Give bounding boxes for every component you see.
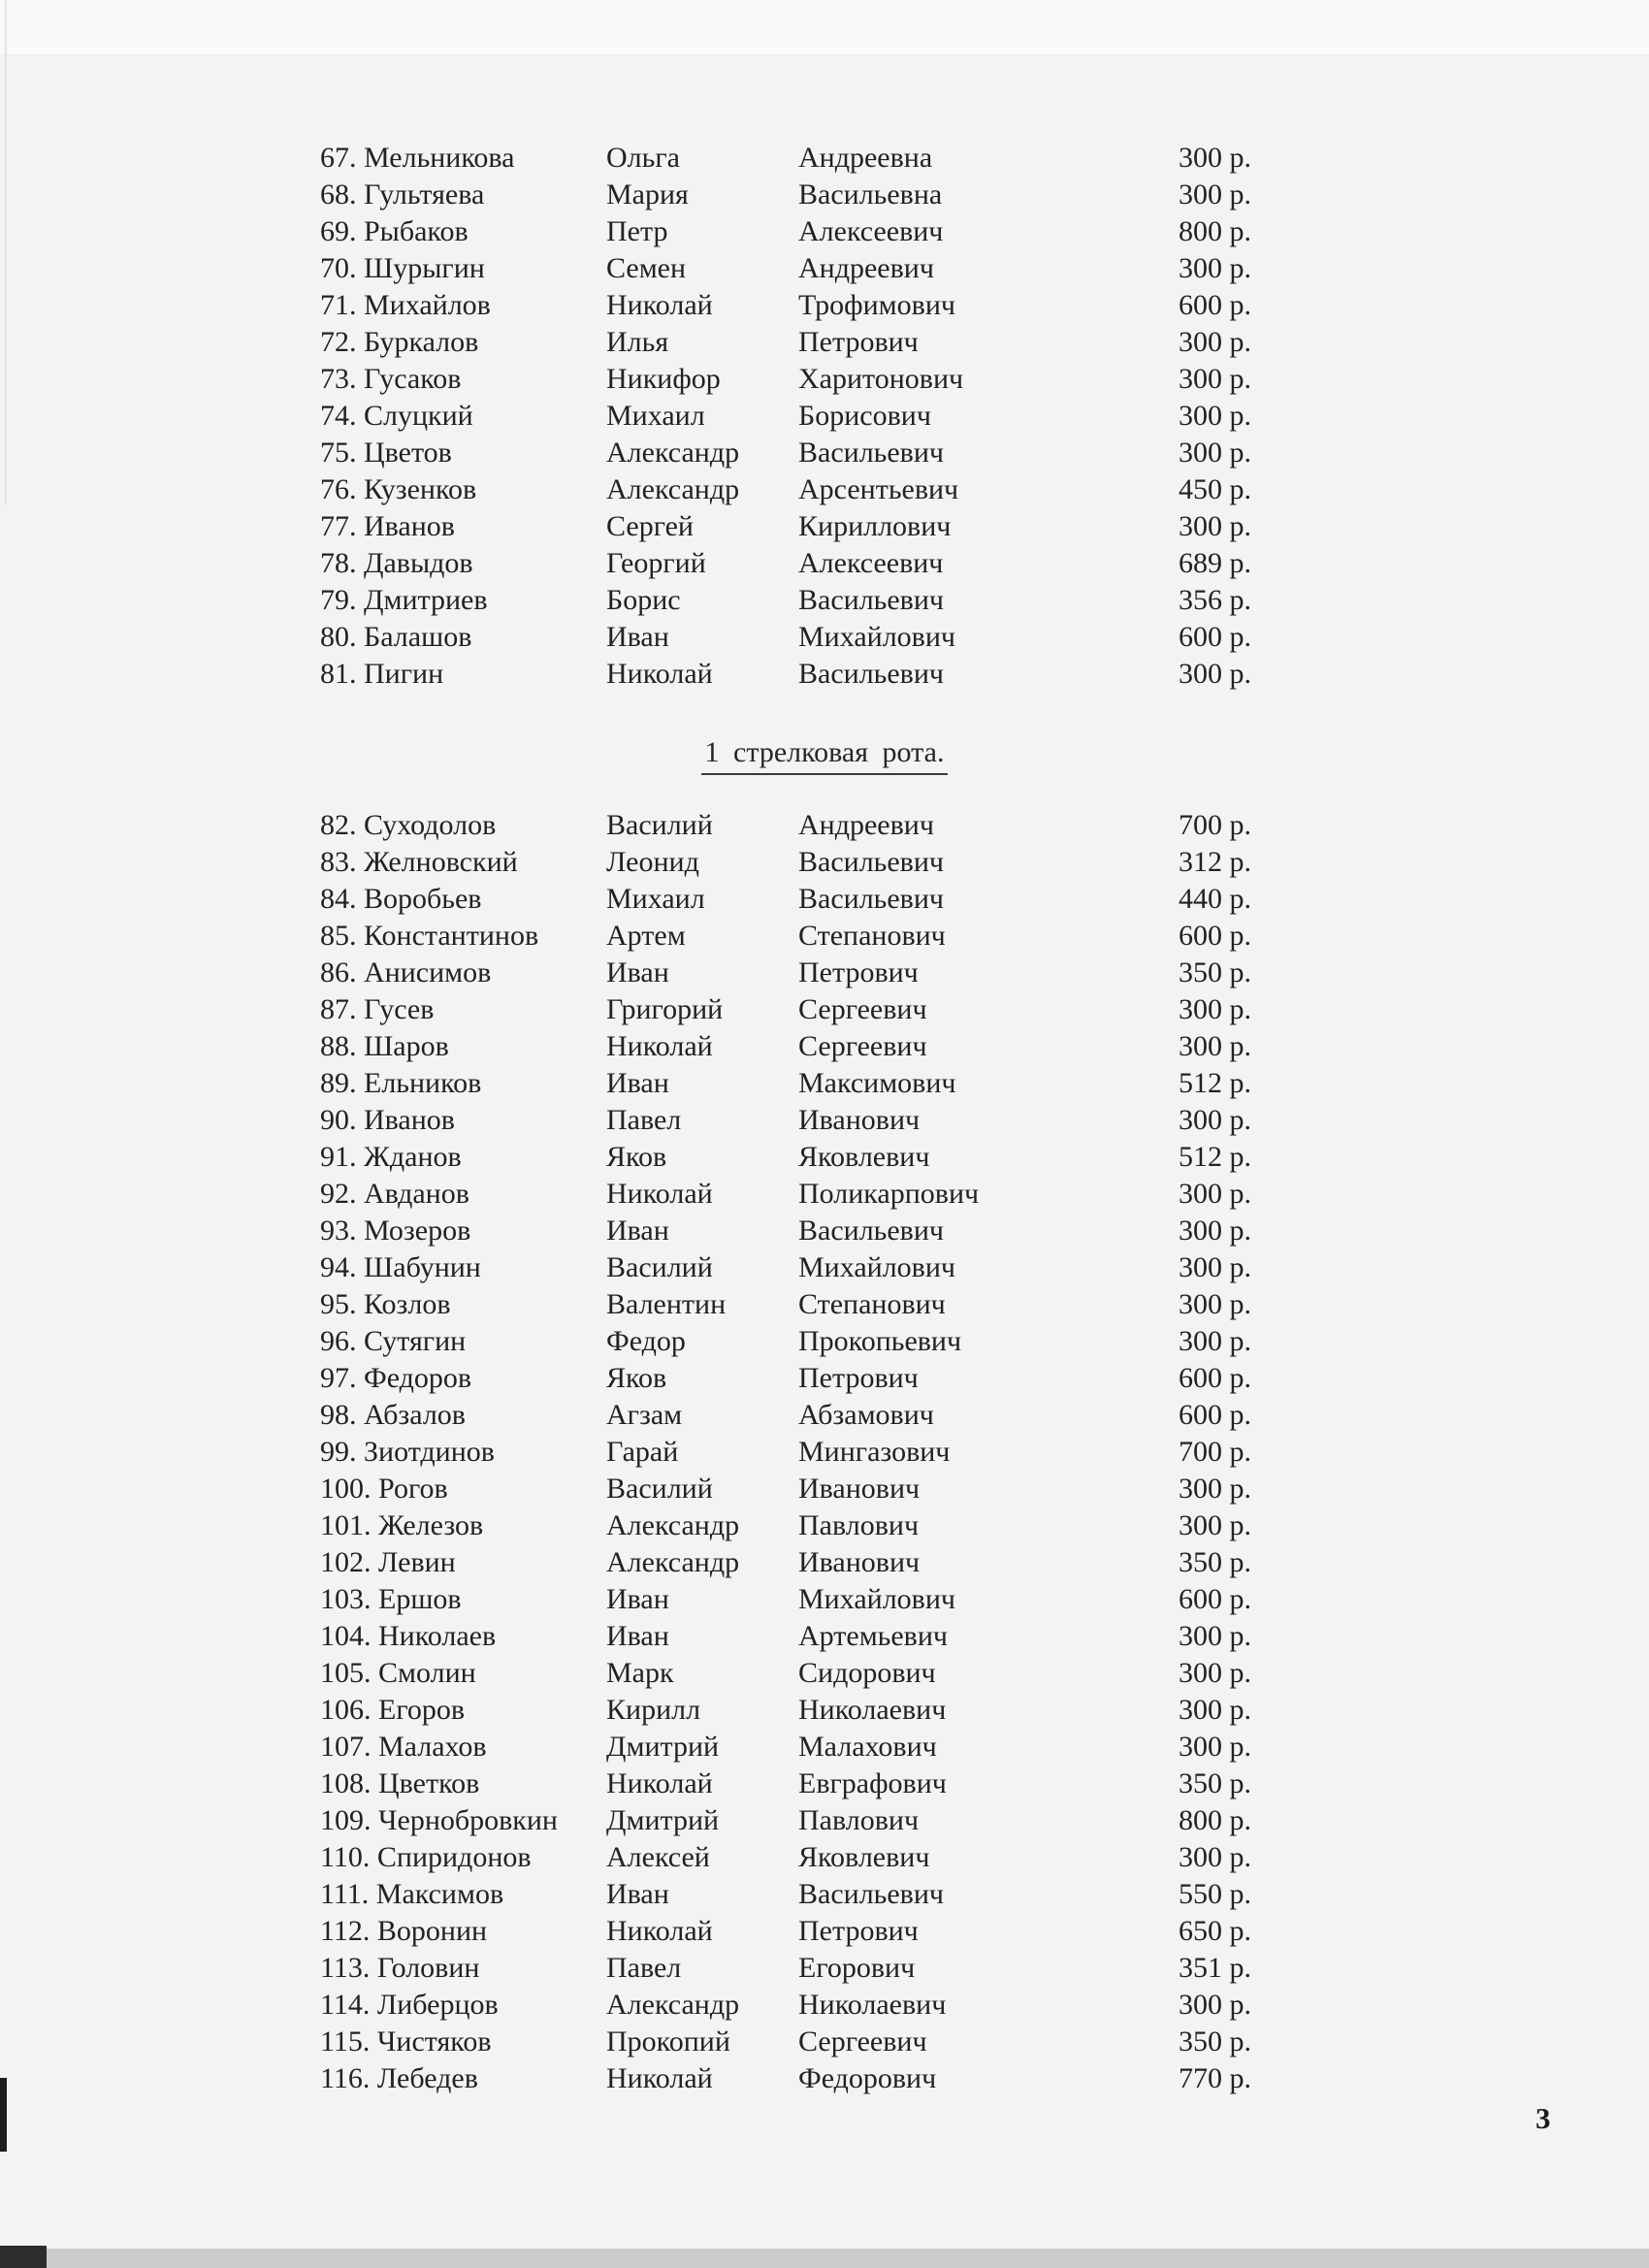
row-amount: 300 р. <box>1179 1694 1251 1726</box>
row-number-surname: 90. Иванов <box>320 1104 455 1136</box>
row-number-surname: 97. Федоров <box>320 1362 472 1394</box>
row-patronymic: Петрович <box>798 1362 919 1394</box>
row-patronymic: Андреевич <box>798 809 934 841</box>
section-heading: 1 стрелковая рота. <box>701 735 949 775</box>
row-patronymic: Васильевич <box>798 658 944 690</box>
row-patronymic: Харитонович <box>798 363 964 395</box>
table-row <box>320 807 1436 844</box>
row-amount: 300 р. <box>1179 1104 1251 1136</box>
row-amount: 300 р. <box>1179 363 1251 395</box>
table-row <box>320 1065 1436 1102</box>
row-amount: 300 р. <box>1179 178 1251 211</box>
row-first-name: Петр <box>606 215 668 247</box>
row-amount: 770 р. <box>1179 2062 1251 2094</box>
row-amount: 450 р. <box>1179 473 1251 505</box>
row-number-surname: 114. Либерцов <box>320 1989 499 2021</box>
row-patronymic: Максимович <box>798 1067 956 1099</box>
section-heading-wrap <box>0 735 1649 775</box>
row-patronymic: Васильевич <box>798 584 944 616</box>
row-number-surname: 85. Константинов <box>320 920 539 952</box>
row-number-surname: 79. Дмитриев <box>320 584 488 616</box>
row-patronymic: Степанович <box>798 920 946 952</box>
table-row <box>320 1729 1436 1766</box>
table-row <box>320 435 1436 471</box>
row-patronymic: Федорович <box>798 2062 937 2094</box>
row-first-name: Иван <box>606 1620 669 1652</box>
row-patronymic: Андреевна <box>798 142 933 174</box>
row-patronymic: Борисович <box>798 400 931 432</box>
row-amount: 650 р. <box>1179 1915 1251 1947</box>
table-row <box>320 1471 1436 1507</box>
row-first-name: Иван <box>606 956 669 988</box>
row-number-surname: 72. Буркалов <box>320 326 479 358</box>
row-number-surname: 106. Егоров <box>320 1694 466 1726</box>
row-number-surname: 110. Спиридонов <box>320 1841 532 1873</box>
row-patronymic: Петрович <box>798 1915 919 1947</box>
row-patronymic: Сергеевич <box>798 1030 927 1062</box>
table-row <box>320 398 1436 435</box>
row-amount: 351 р. <box>1179 1952 1251 1984</box>
row-number-surname: 107. Малахов <box>320 1731 487 1763</box>
row-amount: 300 р. <box>1179 1251 1251 1283</box>
row-first-name: Марк <box>606 1657 674 1689</box>
row-amount: 600 р. <box>1179 1583 1251 1615</box>
row-patronymic: Сергеевич <box>798 993 927 1025</box>
row-number-surname: 87. Гусев <box>320 993 435 1025</box>
table-row <box>320 1028 1436 1065</box>
row-number-surname: 95. Козлов <box>320 1288 451 1320</box>
row-number-surname: 93. Мозеров <box>320 1215 471 1247</box>
row-number-surname: 70. Шурыгин <box>320 252 485 284</box>
row-patronymic: Поликарпович <box>798 1178 980 1210</box>
row-first-name: Иван <box>606 621 669 653</box>
table-row <box>320 881 1436 918</box>
row-number-surname: 105. Смолин <box>320 1657 476 1689</box>
table-row <box>320 656 1436 693</box>
row-patronymic: Сидорович <box>798 1657 936 1689</box>
row-amount: 600 р. <box>1179 621 1251 653</box>
table-row <box>320 140 1436 177</box>
row-number-surname: 91. Жданов <box>320 1141 462 1173</box>
row-patronymic: Кириллович <box>798 510 952 542</box>
table-row <box>320 991 1436 1028</box>
row-amount: 800 р. <box>1179 1804 1251 1836</box>
row-first-name: Борис <box>606 584 681 616</box>
row-first-name: Василий <box>606 1473 713 1505</box>
row-patronymic: Яковлевич <box>798 1841 930 1873</box>
row-first-name: Мария <box>606 178 689 211</box>
row-number-surname: 101. Железов <box>320 1509 484 1541</box>
table-row <box>320 955 1436 991</box>
row-patronymic: Васильевич <box>798 883 944 915</box>
scan-artifact-top-band <box>0 0 1649 55</box>
row-patronymic: Мингазович <box>798 1436 951 1468</box>
row-number-surname: 94. Шабунин <box>320 1251 481 1283</box>
row-patronymic: Яковлевич <box>798 1141 930 1173</box>
row-amount: 300 р. <box>1179 1509 1251 1541</box>
row-number-surname: 82. Суходолов <box>320 809 497 841</box>
row-number-surname: 109. Чернобровкин <box>320 1804 558 1836</box>
table-row <box>320 1655 1436 1692</box>
row-patronymic: Степанович <box>798 1288 946 1320</box>
row-number-surname: 96. Сутягин <box>320 1325 467 1357</box>
row-first-name: Семен <box>606 252 687 284</box>
row-patronymic: Васильевич <box>798 846 944 878</box>
row-first-name: Илья <box>606 326 669 358</box>
table-row <box>320 1102 1436 1139</box>
scan-artifact-left-black-strip <box>0 2078 7 2152</box>
row-first-name: Кирилл <box>606 1694 701 1726</box>
table-row <box>320 1286 1436 1323</box>
row-amount: 300 р. <box>1179 1620 1251 1652</box>
row-first-name: Валентин <box>606 1288 727 1320</box>
row-number-surname: 68. Гультяева <box>320 178 485 211</box>
row-amount: 312 р. <box>1179 846 1251 878</box>
table-row <box>320 1323 1436 1360</box>
row-amount: 800 р. <box>1179 215 1251 247</box>
row-number-surname: 115. Чистяков <box>320 2025 492 2057</box>
table-row <box>320 1249 1436 1286</box>
page-number: 3 <box>1536 2101 1551 2135</box>
row-patronymic: Петрович <box>798 326 919 358</box>
row-first-name: Николай <box>606 289 713 321</box>
row-patronymic: Алексеевич <box>798 215 944 247</box>
row-amount: 600 р. <box>1179 1362 1251 1394</box>
row-number-surname: 104. Николаев <box>320 1620 497 1652</box>
row-first-name: Павел <box>606 1952 682 1984</box>
table-row <box>320 1581 1436 1618</box>
row-number-surname: 103. Ершов <box>320 1583 462 1615</box>
row-amount: 689 р. <box>1179 547 1251 579</box>
row-amount: 300 р. <box>1179 1657 1251 1689</box>
table-row <box>320 1839 1436 1876</box>
row-number-surname: 92. Авданов <box>320 1178 469 1210</box>
scan-artifact-bottom-shadow <box>0 2249 1649 2268</box>
row-patronymic: Прокопьевич <box>798 1325 962 1357</box>
row-patronymic: Михайлович <box>798 1251 955 1283</box>
table-row <box>320 1692 1436 1729</box>
row-amount: 300 р. <box>1179 400 1251 432</box>
row-number-surname: 67. Мельникова <box>320 142 515 174</box>
row-amount: 300 р. <box>1179 1841 1251 1873</box>
row-amount: 300 р. <box>1179 142 1251 174</box>
row-number-surname: 89. Ельников <box>320 1067 482 1099</box>
row-patronymic: Петрович <box>798 956 919 988</box>
row-number-surname: 100. Рогов <box>320 1473 448 1505</box>
row-first-name: Георгий <box>606 547 706 579</box>
row-number-surname: 69. Рыбаков <box>320 215 469 247</box>
table-row <box>320 1544 1436 1581</box>
row-number-surname: 88. Шаров <box>320 1030 449 1062</box>
row-first-name: Алексей <box>606 1841 710 1873</box>
row-amount: 700 р. <box>1179 1436 1251 1468</box>
row-first-name: Александр <box>606 437 740 469</box>
table-row <box>320 324 1436 361</box>
table-row <box>320 1397 1436 1434</box>
row-number-surname: 71. Михайлов <box>320 289 491 321</box>
table-row <box>320 1434 1436 1471</box>
row-amount: 300 р. <box>1179 1731 1251 1763</box>
row-amount: 300 р. <box>1179 1473 1251 1505</box>
row-patronymic: Иванович <box>798 1104 921 1136</box>
row-amount: 350 р. <box>1179 2025 1251 2057</box>
table-row <box>320 250 1436 287</box>
row-number-surname: 111. Максимов <box>320 1878 504 1910</box>
row-first-name: Артем <box>606 920 686 952</box>
table-row <box>320 508 1436 545</box>
row-amount: 600 р. <box>1179 920 1251 952</box>
row-amount: 300 р. <box>1179 510 1251 542</box>
table-row <box>320 1618 1436 1655</box>
row-first-name: Агзам <box>606 1399 683 1431</box>
table-row <box>320 1176 1436 1213</box>
row-amount: 300 р. <box>1179 658 1251 690</box>
table-row <box>320 1507 1436 1544</box>
row-first-name: Иван <box>606 1878 669 1910</box>
table-row <box>320 1987 1436 2024</box>
roster-block-2 <box>320 807 1436 2097</box>
table-row <box>320 1766 1436 1802</box>
row-patronymic: Михайлович <box>798 621 955 653</box>
row-number-surname: 83. Желновский <box>320 846 518 878</box>
row-number-surname: 102. Левин <box>320 1546 456 1578</box>
row-patronymic: Артемьевич <box>798 1620 948 1652</box>
row-patronymic: Николаевич <box>798 1989 947 2021</box>
row-patronymic: Егорович <box>798 1952 916 1984</box>
row-amount: 550 р. <box>1179 1878 1251 1910</box>
row-number-surname: 108. Цветков <box>320 1767 480 1799</box>
row-amount: 440 р. <box>1179 883 1251 915</box>
row-first-name: Дмитрий <box>606 1804 720 1836</box>
table-row <box>320 582 1436 619</box>
row-first-name: Николай <box>606 1178 713 1210</box>
row-number-surname: 99. Зиотдинов <box>320 1436 495 1468</box>
row-first-name: Михаил <box>606 400 705 432</box>
row-number-surname: 84. Воробьев <box>320 883 482 915</box>
row-amount: 350 р. <box>1179 1767 1251 1799</box>
table-row <box>320 844 1436 881</box>
row-patronymic: Васильевич <box>798 1215 944 1247</box>
row-number-surname: 112. Воронин <box>320 1915 488 1947</box>
row-first-name: Михаил <box>606 883 705 915</box>
row-first-name: Сергей <box>606 510 694 542</box>
table-row <box>320 545 1436 582</box>
row-patronymic: Арсентьевич <box>798 473 959 505</box>
row-first-name: Григорий <box>606 993 724 1025</box>
row-first-name: Николай <box>606 1915 713 1947</box>
table-row <box>320 918 1436 955</box>
row-amount: 300 р. <box>1179 1989 1251 2021</box>
table-row <box>320 361 1436 398</box>
row-first-name: Ольга <box>606 142 680 174</box>
row-patronymic: Васильевич <box>798 1878 944 1910</box>
table-row <box>320 1876 1436 1913</box>
row-amount: 300 р. <box>1179 252 1251 284</box>
row-amount: 300 р. <box>1179 437 1251 469</box>
scan-artifact-left-edge-line <box>5 0 7 504</box>
row-first-name: Николай <box>606 658 713 690</box>
row-first-name: Василий <box>606 1251 713 1283</box>
row-patronymic: Михайлович <box>798 1583 955 1615</box>
table-row <box>320 177 1436 213</box>
row-first-name: Гарай <box>606 1436 679 1468</box>
row-patronymic: Алексеевич <box>798 547 944 579</box>
row-first-name: Дмитрий <box>606 1731 720 1763</box>
row-patronymic: Малахович <box>798 1731 937 1763</box>
table-row <box>320 619 1436 656</box>
row-amount: 300 р. <box>1179 1288 1251 1320</box>
row-first-name: Иван <box>606 1583 669 1615</box>
row-number-surname: 75. Цветов <box>320 437 452 469</box>
row-number-surname: 113. Головин <box>320 1952 480 1984</box>
row-first-name: Александр <box>606 473 740 505</box>
row-patronymic: Андреевич <box>798 252 934 284</box>
row-amount: 300 р. <box>1179 1178 1251 1210</box>
row-amount: 512 р. <box>1179 1067 1251 1099</box>
table-row <box>320 1213 1436 1249</box>
row-amount: 300 р. <box>1179 326 1251 358</box>
row-patronymic: Трофимович <box>798 289 955 321</box>
table-row <box>320 1950 1436 1987</box>
row-amount: 600 р. <box>1179 289 1251 321</box>
row-number-surname: 78. Давыдов <box>320 547 473 579</box>
scan-artifact-corner-black <box>0 2246 47 2268</box>
row-number-surname: 80. Балашов <box>320 621 472 653</box>
row-number-surname: 73. Гусаков <box>320 363 462 395</box>
row-number-surname: 74. Слуцкий <box>320 400 473 432</box>
row-first-name: Прокопий <box>606 2025 730 2057</box>
row-first-name: Никифор <box>606 363 721 395</box>
table-row <box>320 1802 1436 1839</box>
row-amount: 300 р. <box>1179 993 1251 1025</box>
row-first-name: Александр <box>606 1546 740 1578</box>
table-row <box>320 2024 1436 2060</box>
row-number-surname: 86. Анисимов <box>320 956 492 988</box>
row-number-surname: 98. Абзалов <box>320 1399 466 1431</box>
row-amount: 350 р. <box>1179 1546 1251 1578</box>
row-first-name: Николай <box>606 1030 713 1062</box>
row-number-surname: 116. Лебедев <box>320 2062 478 2094</box>
row-patronymic: Сергеевич <box>798 2025 927 2057</box>
row-first-name: Александр <box>606 1989 740 2021</box>
row-amount: 300 р. <box>1179 1325 1251 1357</box>
table-row <box>320 471 1436 508</box>
row-patronymic: Николаевич <box>798 1694 947 1726</box>
row-number-surname: 77. Иванов <box>320 510 455 542</box>
table-row <box>320 1360 1436 1397</box>
row-patronymic: Васильевич <box>798 437 944 469</box>
row-patronymic: Павлович <box>798 1509 920 1541</box>
row-first-name: Яков <box>606 1362 667 1394</box>
row-number-surname: 81. Пигин <box>320 658 444 690</box>
row-amount: 600 р. <box>1179 1399 1251 1431</box>
row-patronymic: Павлович <box>798 1804 920 1836</box>
row-first-name: Леонид <box>606 846 699 878</box>
row-patronymic: Иванович <box>798 1473 921 1505</box>
table-row <box>320 213 1436 250</box>
row-first-name: Павел <box>606 1104 682 1136</box>
table-row <box>320 287 1436 324</box>
table-row <box>320 2060 1436 2097</box>
row-first-name: Александр <box>606 1509 740 1541</box>
table-row <box>320 1913 1436 1950</box>
row-patronymic: Евграфович <box>798 1767 947 1799</box>
row-first-name: Николай <box>606 1767 713 1799</box>
row-number-surname: 76. Кузенков <box>320 473 477 505</box>
row-amount: 512 р. <box>1179 1141 1251 1173</box>
row-first-name: Николай <box>606 2062 713 2094</box>
row-first-name: Василий <box>606 809 713 841</box>
row-patronymic: Иванович <box>798 1546 921 1578</box>
row-first-name: Федор <box>606 1325 686 1357</box>
row-amount: 700 р. <box>1179 809 1251 841</box>
row-first-name: Иван <box>606 1215 669 1247</box>
row-patronymic: Абзамович <box>798 1399 934 1431</box>
row-patronymic: Васильевна <box>798 178 943 211</box>
row-amount: 350 р. <box>1179 956 1251 988</box>
roster-block-1 <box>320 140 1436 693</box>
table-row <box>320 1139 1436 1176</box>
row-first-name: Иван <box>606 1067 669 1099</box>
row-amount: 300 р. <box>1179 1215 1251 1247</box>
row-amount: 356 р. <box>1179 584 1251 616</box>
row-first-name: Яков <box>606 1141 667 1173</box>
row-amount: 300 р. <box>1179 1030 1251 1062</box>
